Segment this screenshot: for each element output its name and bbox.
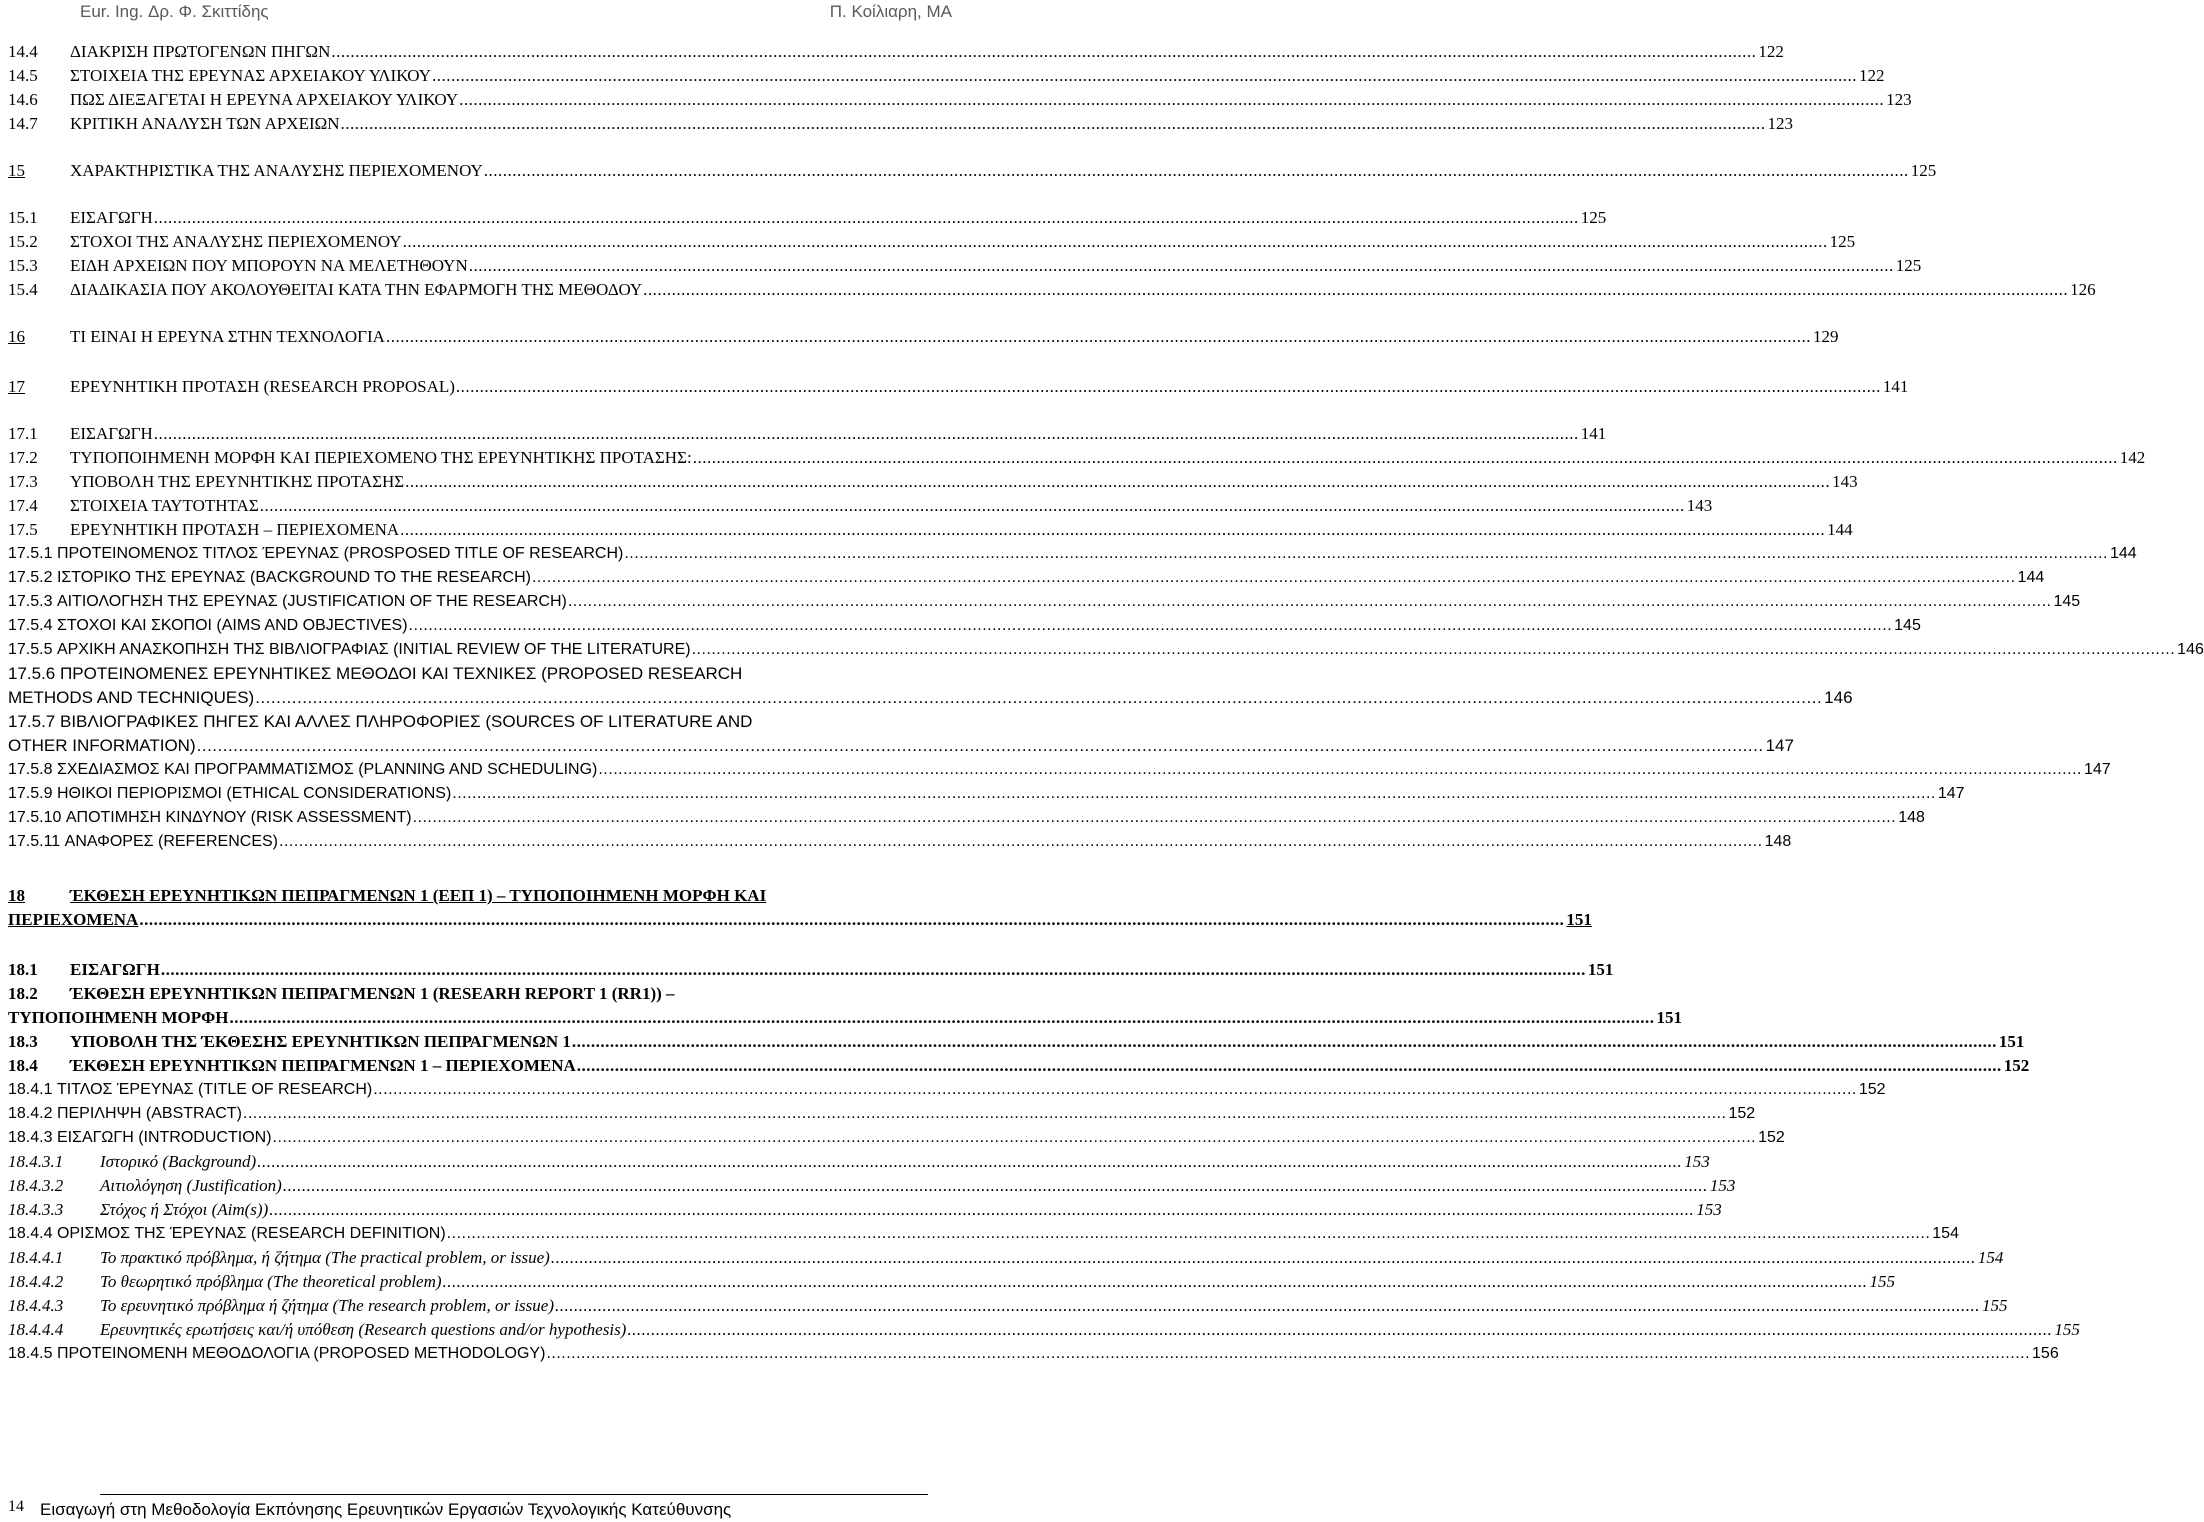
toc-subentry[interactable]: 17.5.11 ΑΝΑΦΟΡΕΣ (REFERENCES) ..... 148 <box>8 830 952 854</box>
page-header <box>0 0 960 24</box>
toc-subsubentry[interactable]: 18.4.3.3 Στόχος ή Στόχοι (Aim(s)) ..... 153 <box>8 1198 952 1222</box>
toc-subentry-multiline[interactable]: 17.5.7 ΒΙΒΛΙΟΓΡΑΦΙΚΕΣ ΠΗΓΕΣ ΚΑΙ ΑΛΛΕΣ ΠΛΗΡΟΦΟΡΙΕΣ (SOURCES OF LITERATURE AND OTHER INFORMATION) ..... 147 <box>8 710 952 758</box>
toc-entry[interactable]: 17.4 ΣΤΟΙΧΕΙΑ ΤΑΥΤΟΤΗΤΑΣ ..... 143 <box>8 494 952 518</box>
toc-entry[interactable]: 15.4 ΔΙΑΔΙΚΑΣΙΑ ΠΟΥ ΑΚΟΛΟΥΘΕΙΤΑΙ ΚΑΤΑ ΤΗΝ ΕΦΑΡΜΟΓΗ ΤΗΣ ΜΕΘΟΔΟΥ ..... 126 <box>8 278 952 302</box>
toc-subentry[interactable]: 18.4.4 ΟΡΙΣΜΟΣ ΤΗΣ ΈΡΕΥΝΑΣ (RESEARCH DEFINITION) ..... 154 <box>8 1222 952 1246</box>
toc-subsubentry[interactable]: 18.4.3.2 Αιτιολόγηση (Justification) ..... 153 <box>8 1174 952 1198</box>
toc-subsubentry[interactable]: 18.4.4.4 Ερευνητικές ερωτήσεις και/ή υπόθεση (Research questions and/or hypothesis) ..... 155 <box>8 1318 952 1342</box>
toc-subentry[interactable]: 17.5.3 ΑΙΤΙΟΛΟΓΗΣΗ ΤΗΣ ΕΡΕΥΝΑΣ (JUSTIFICATION OF THE RESEARCH) ..... 145 <box>8 590 952 614</box>
toc-subentry[interactable]: 17.5.5 ΑΡΧΙΚΗ ΑΝΑΣΚΟΠΗΣΗ ΤΗΣ ΒΙΒΛΙΟΓΡΑΦΙΑΣ (INITIAL REVIEW OF THE LITERATURE) ..... 146 <box>8 638 952 662</box>
toc-subentry[interactable]: 17.5.10 ΑΠΟΤΙΜΗΣΗ ΚΙΝΔΥΝΟΥ (RISK ASSESSMENT) ..... 148 <box>8 806 952 830</box>
toc-subentry[interactable]: 18.4.2 ΠΕΡΙΛΗΨΗ (ABSTRACT) ..... 152 <box>8 1102 952 1126</box>
toc-subentry[interactable]: 17.5.8 ΣΧΕΔΙΑΣΜΟΣ ΚΑΙ ΠΡΟΓΡΑΜΜΑΤΙΣΜΟΣ (PLANNING AND SCHEDULING) ..... 147 <box>8 758 952 782</box>
toc-entry[interactable]: 17.1 ΕΙΣΑΓΩΓΗ ..... 141 <box>8 422 952 446</box>
toc-entry[interactable]: 18.3 ΥΠΟΒΟΛΗ ΤΗΣ ΈΚΘΕΣΗΣ ΕΡΕΥΝΗΤΙΚΩΝ ΠΕΠΡΑΓΜΕΝΩΝ 1 ..... 151 <box>8 1030 952 1054</box>
toc-chapter-entry[interactable]: 16 ΤΙ ΕΙΝΑΙ Η ΕΡΕΥΝΑ ΣΤΗΝ ΤΕΧΝΟΛΟΓΙΑ ..... 129 <box>8 312 952 362</box>
toc-subentry[interactable]: 18.4.1 ΤΙΤΛΟΣ ΈΡΕΥΝΑΣ (TITLE OF RESEARCH) ..... 152 <box>8 1078 952 1102</box>
toc-subentry-multiline[interactable]: 17.5.6 ΠΡΟΤΕΙΝΟΜΕΝΕΣ ΕΡΕΥΝΗΤΙΚΕΣ ΜΕΘΟΔΟΙ ΚΑΙ ΤΕΧΝΙΚΕΣ (PROPOSED RESEARCH METHODS AND TECHNIQUES) ..... 146 <box>8 662 952 710</box>
toc-subentry[interactable]: 17.5.2 ΙΣΤΟΡΙΚΟ ΤΗΣ ΕΡΕΥΝΑΣ (BACKGROUND TO THE RESEARCH) ..... 144 <box>8 566 952 590</box>
toc-entry[interactable]: 15.3 ΕΙΔΗ ΑΡΧΕΙΩΝ ΠΟΥ ΜΠΟΡΟΥΝ ΝΑ ΜΕΛΕΤΗΘΟΥΝ ..... 125 <box>8 254 952 278</box>
toc-entry[interactable]: 17.5 ΕΡΕΥΝΗΤΙΚΗ ΠΡΟΤΑΣΗ – ΠΕΡΙΕΧΟΜΕΝΑ ..... 144 <box>8 518 952 542</box>
toc-entry[interactable]: 14.7 ΚΡΙΤΙΚΗ ΑΝΑΛΥΣΗ ΤΩΝ ΑΡΧΕΙΩΝ ..... 123 <box>8 112 952 136</box>
toc-entry-multiline[interactable]: 18.2 ΈΚΘΕΣΗ ΕΡΕΥΝΗΤΙΚΩΝ ΠΕΠΡΑΓΜΕΝΩΝ 1 (RESEARH REPORT 1 (RR1)) – ΤΥΠΟΠΟΙΗΜΕΝΗ ΜΟΡΦΗ ..... 151 <box>8 982 952 1030</box>
toc-subsubentry[interactable]: 18.4.4.1 Το πρακτικό πρόβλημα, ή ζήτημα (The practical problem, or issue) ..... 154 <box>8 1246 952 1270</box>
toc-entry[interactable]: 15.2 ΣΤΟΧΟΙ ΤΗΣ ΑΝΑΛΥΣΗΣ ΠΕΡΙΕΧΟΜΕΝΟΥ ..... 125 <box>8 230 952 254</box>
toc-entry[interactable]: 14.4 ΔΙΑΚΡΙΣΗ ΠΡΩΤΟΓΕΝΩΝ ΠΗΓΩΝ ..... 122 <box>8 40 952 64</box>
table-of-contents <box>8 40 2204 1366</box>
toc-entry[interactable]: 15.1 ΕΙΣΑΓΩΓΗ ..... 125 <box>8 206 952 230</box>
toc-subentry[interactable]: 18.4.5 ΠΡΟΤΕΙΝΟΜΕΝΗ ΜΕΘΟΔΟΛΟΓΙΑ (PROPOSED METHODOLOGY) ..... 156 <box>8 1342 952 1366</box>
toc-subentry[interactable]: 17.5.4 ΣΤΟΧΟΙ ΚΑΙ ΣΚΟΠΟΙ (AIMS AND OBJECTIVES) ..... 145 <box>8 614 952 638</box>
header-author: Eur. Ing. Δρ. Φ. Σκιττίδης <box>80 2 269 21</box>
toc-chapter-entry[interactable]: 15 ΧΑΡΑΚΤΗΡΙΣΤΙΚΑ ΤΗΣ ΑΝΑΛΥΣΗΣ ΠΕΡΙΕΧΟΜΕΝΟΥ ..... 125 <box>8 146 952 196</box>
toc-entry[interactable]: 18.1 ΕΙΣΑΓΩΓΗ ..... 151 <box>8 958 952 982</box>
footer-divider <box>100 1494 928 1495</box>
toc-chapter-entry[interactable]: 17 ΕΡΕΥΝΗΤΙΚΗ ΠΡΟΤΑΣΗ (RESEARCH PROPOSAL) ..... 141 <box>8 362 952 412</box>
toc-subsubentry[interactable]: 18.4.4.3 Το ερευνητικό πρόβλημα ή ζήτημα (The research problem, or issue) ..... 155 <box>8 1294 952 1318</box>
toc-subsubentry[interactable]: 18.4.3.1 Ιστορικό (Background) ..... 153 <box>8 1150 952 1174</box>
toc-subentry[interactable]: 17.5.1 ΠΡΟΤΕΙΝΟΜΕΝΟΣ ΤΙΤΛΟΣ ΈΡΕΥΝΑΣ (PROSPOSED TITLE OF RESEARCH) ..... 144 <box>8 542 952 566</box>
toc-entry[interactable]: 14.6 ΠΩΣ ΔΙΕΞΑΓΕΤΑΙ Η ΕΡΕΥΝΑ ΑΡΧΕΙΑΚΟΥ ΥΛΙΚΟΥ ..... 123 <box>8 88 952 112</box>
header-coauthor: Π. Κοίλιαρη, MA <box>829 2 952 21</box>
toc-chapter-entry-multiline[interactable]: 18 ΈΚΘΕΣΗ ΕΡΕΥΝΗΤΙΚΩΝ ΠΕΠΡΑΓΜΕΝΩΝ 1 (ΕΕΠ 1) – ΤΥΠΟΠΟΙΗΜΕΝΗ ΜΟΡΦΗ ΚΑΙ ΠΕΡΙΕΧΟΜΕΝΑ ..... 151 <box>8 884 952 932</box>
toc-entry[interactable]: 18.4 ΈΚΘΕΣΗ ΕΡΕΥΝΗΤΙΚΩΝ ΠΕΠΡΑΓΜΕΝΩΝ 1 – ΠΕΡΙΕΧΟΜΕΝΑ ..... 152 <box>8 1054 952 1078</box>
footer-title: Εισαγωγή στη Μεθοδολογία Εκπόνησης Ερευνητικών Εργασιών Τεχνολογικής Κατεύθυνσης <box>40 1500 732 1519</box>
toc-entry[interactable]: 17.2 ΤΥΠΟΠΟΙΗΜΕΝΗ ΜΟΡΦΗ ΚΑΙ ΠΕΡΙΕΧΟΜΕΝΟ ΤΗΣ ΕΡΕΥΝΗΤΙΚΗΣ ΠΡΟΤΑΣΗΣ: ..... 142 <box>8 446 952 470</box>
toc-entry[interactable]: 14.5 ΣΤΟΙΧΕΙΑ ΤΗΣ ΕΡΕΥΝΑΣ ΑΡΧΕΙΑΚΟΥ ΥΛΙΚΟΥ ..... 122 <box>8 64 952 88</box>
toc-subentry[interactable]: 18.4.3 ΕΙΣΑΓΩΓΗ (INTRODUCTION) ..... 152 <box>8 1126 952 1150</box>
toc-subsubentry[interactable]: 18.4.4.2 Το θεωρητικό πρόβλημα (The theoretical problem) ..... 155 <box>8 1270 952 1294</box>
toc-subentry[interactable]: 17.5.9 ΗΘΙΚΟΙ ΠΕΡΙΟΡΙΣΜΟΙ (ETHICAL CONSIDERATIONS) ..... 147 <box>8 782 952 806</box>
footer-page-number: 14 <box>8 1498 24 1515</box>
toc-entry[interactable]: 17.3 ΥΠΟΒΟΛΗ ΤΗΣ ΕΡΕΥΝΗΤΙΚΗΣ ΠΡΟΤΑΣΗΣ ..... 143 <box>8 470 952 494</box>
